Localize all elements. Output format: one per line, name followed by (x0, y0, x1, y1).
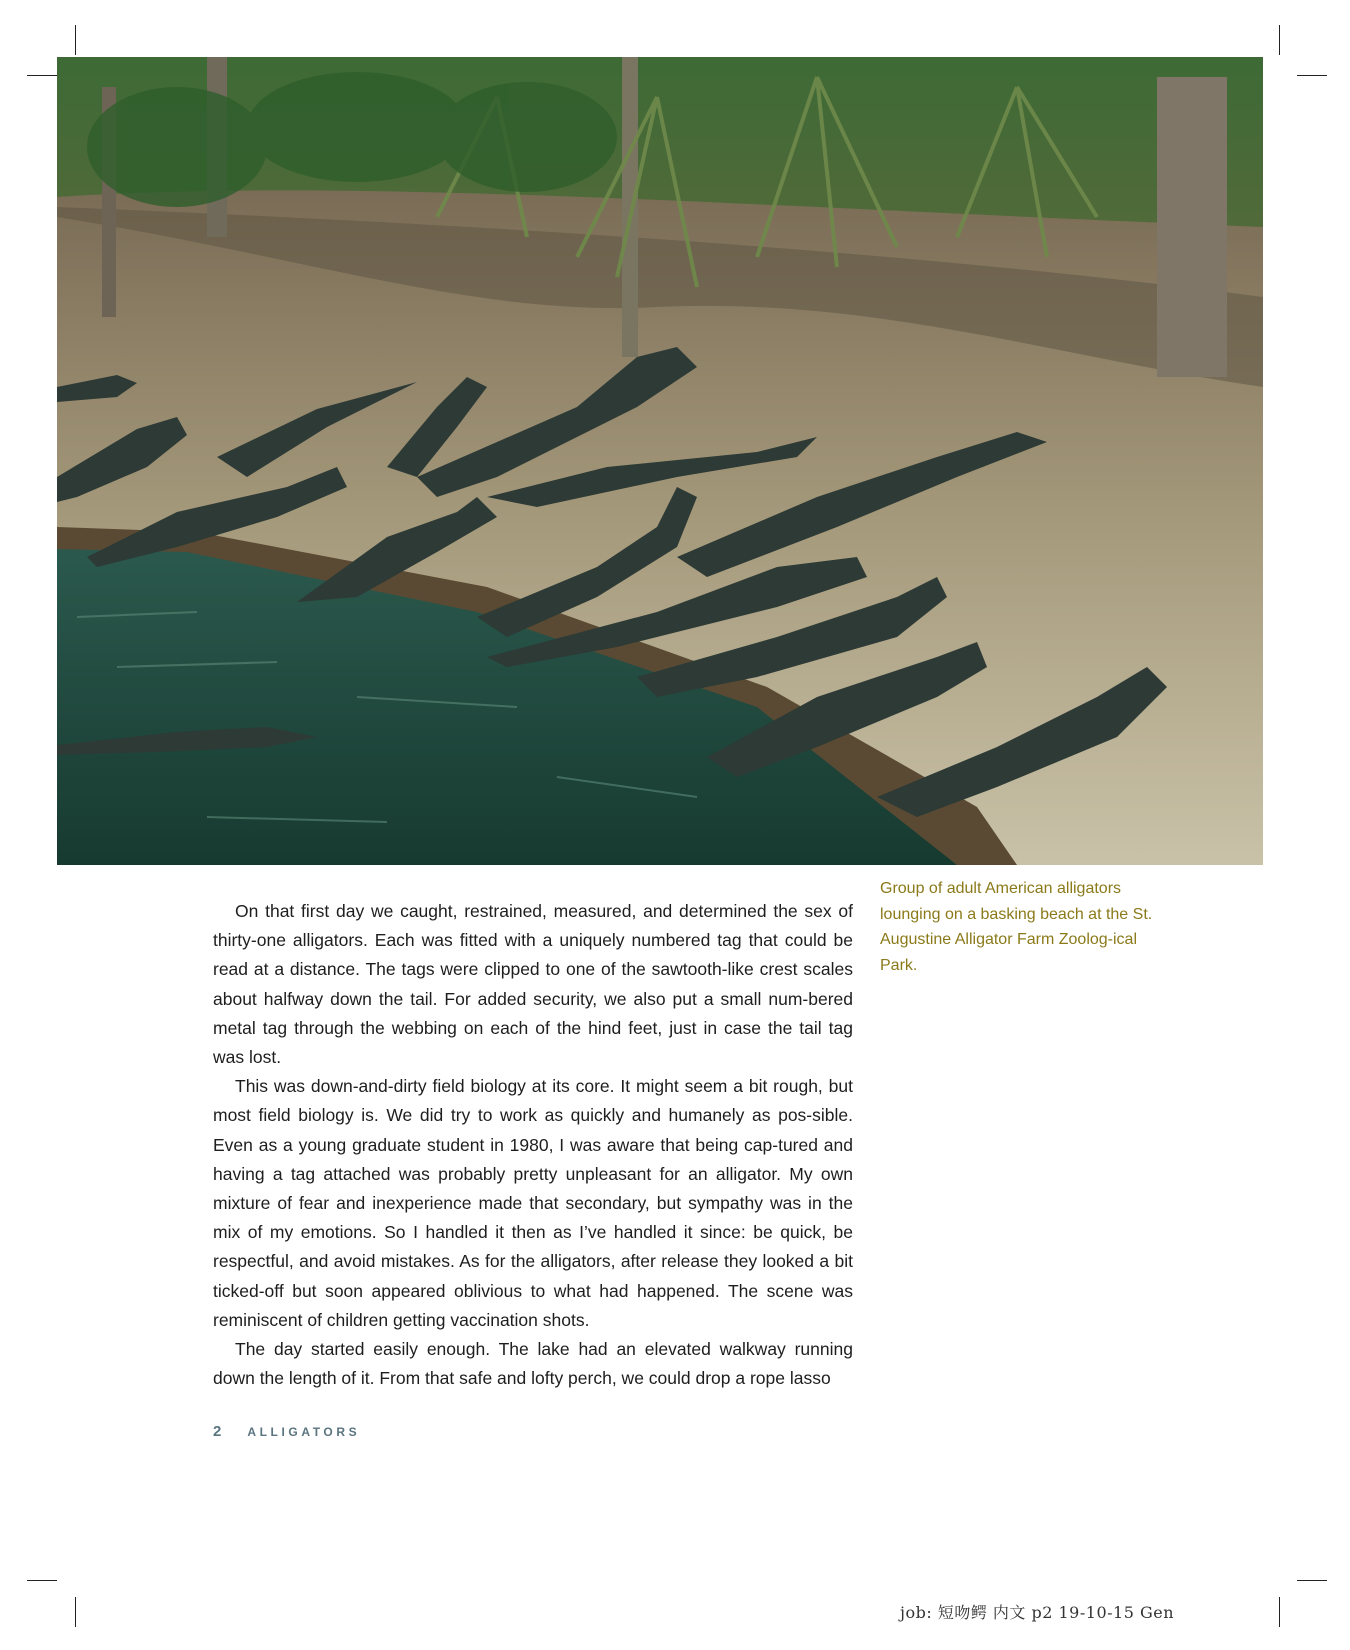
paragraph: This was down-and-dirty field biology at its core. It might seem a bit rough, but most field biology is. We did try to work as quickly and humanely as pos-sible. Even as a young graduate student in 1980, I was aware that being cap-tured and having a tag attached was probably pretty unpleasant for an alligator. My own mixture of fear and inexperience made that secondary, but sympathy was in the mix of my emotions. So I handled it then as I’ve handled it since: be quick, be respectful, and avoid mistakes. As for the alligators, after release they looked a bit ticked-off but soon appeared oblivious to what had happened. The scene was reminiscent of children getting vaccination shots. (213, 1076, 853, 1330)
paragraph: On that first day we caught, restrained, measured, and determined the sex of thirty-one alligators. Each was fitted with a uniquely numbered tag that could be read at a distance. The tags were clipped to one of the sawtooth-like crest scales about halfway down the tail. For added security, we also put a small num-bered metal tag through the webbing on each of the hind feet, just in case the tail tag was lost. (213, 901, 853, 1068)
figure-caption: Group of adult American alligators lounging on a basking beach at the St. Augustine Alligator Farm Zoolog-ical Park. (880, 880, 1153, 974)
crop-mark (1279, 1597, 1280, 1627)
crop-mark (75, 1597, 76, 1627)
crop-mark (27, 75, 57, 76)
page-number: 2 (213, 1423, 222, 1440)
body-text (213, 897, 853, 1393)
crop-mark (27, 1580, 57, 1581)
paragraph: The day started easily enough. The lake had an elevated walkway running down the length of it. From that safe and lofty perch, we could drop a rope lasso (213, 1339, 853, 1389)
crop-mark (1297, 1580, 1327, 1581)
folio (213, 1423, 360, 1440)
crop-mark (75, 25, 76, 55)
printer-slug: job: 短吻鳄 内文 p2 19-10-15 Gen (900, 1603, 1175, 1622)
alligator-photo (57, 57, 1263, 865)
running-head: ALLIGATORS (247, 1425, 361, 1439)
crop-mark (1279, 25, 1280, 55)
crop-mark (1297, 75, 1327, 76)
